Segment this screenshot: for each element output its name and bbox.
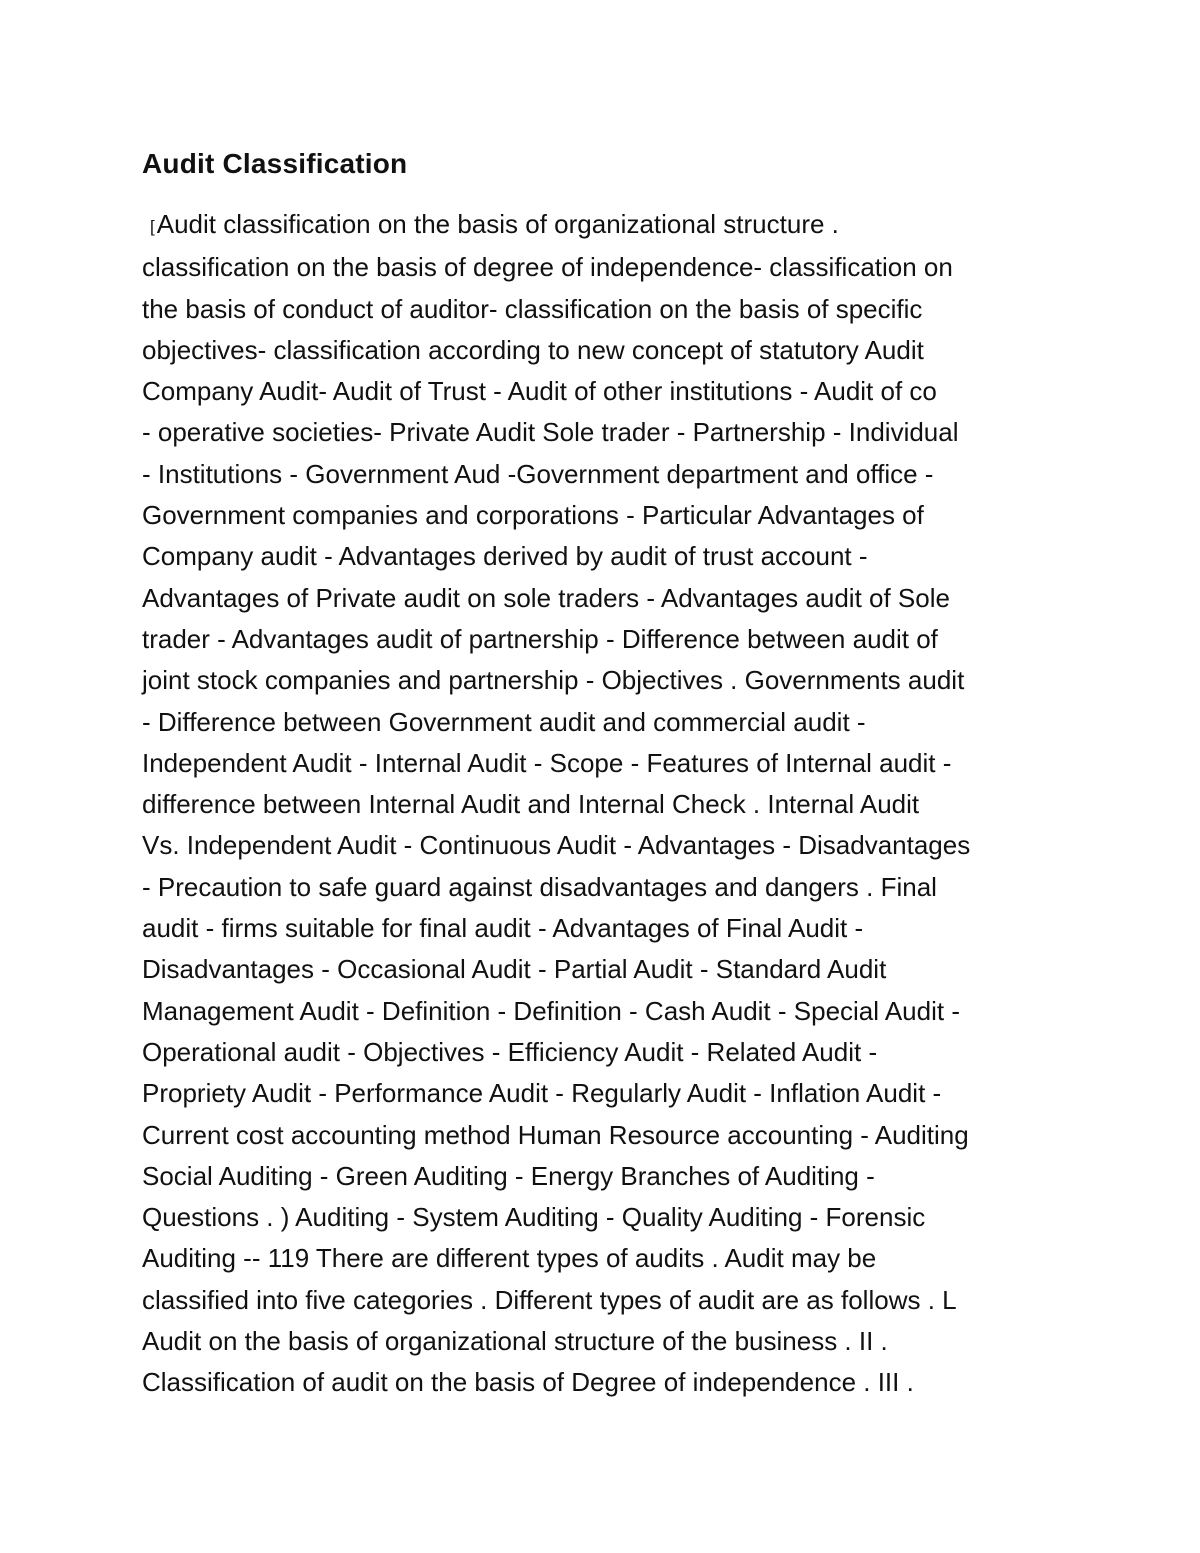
- text-line-10: Advantages of Private audit on sole traders - Advantages audit of Sole: [142, 582, 950, 613]
- text-line-20: Management Audit - Definition - Definition - Cash Audit - Special Audit -: [142, 995, 960, 1026]
- text-line-11: trader - Advantages audit of partnership - Difference between audit of: [142, 623, 938, 654]
- text-line-7: - Institutions - Government Aud -Government department and office -: [142, 458, 934, 489]
- text-line-19: Disadvantages - Occasional Audit - Partial Audit - Standard Audit: [142, 954, 887, 985]
- text-line-24: Social Auditing - Green Auditing - Energy Branches of Auditing -: [142, 1160, 875, 1191]
- text-line-18: audit - firms suitable for final audit - Advantages of Final Audit -: [142, 913, 864, 944]
- page-title: Audit Classification: [142, 148, 408, 179]
- text-line-14: Independent Audit - Internal Audit - Scope - Features of Internal audit -: [142, 747, 952, 778]
- text-line-28: Audit on the basis of organizational structure of the business . II .: [142, 1326, 888, 1357]
- text-line-29: Classification of audit on the basis of Degree of independence . III .: [142, 1367, 914, 1398]
- text-line-25: Questions . ) Auditing - System Auditing - Quality Auditing - Forensic: [142, 1202, 926, 1233]
- text-line-26: Auditing -- 119 There are different types of audits . Audit may be: [142, 1243, 877, 1274]
- text-line-23: Current cost accounting method Human Resource accounting - Auditing: [142, 1119, 969, 1150]
- text-line-3: the basis of conduct of auditor- classification on the basis of specific: [142, 293, 923, 324]
- text-line-1: [142, 204, 1082, 247]
- text-line-21: Operational audit - Objectives - Efficiency Audit - Related Audit -: [142, 1036, 878, 1067]
- text-line-4: objectives- classification according to new concept of statutory Audit: [142, 334, 924, 365]
- text-line-1-content: Audit classification on the basis of organizational structure .: [156, 209, 839, 239]
- text-line-9: Company audit - Advantages derived by audit of trust account -: [142, 541, 868, 572]
- text-line-16: Vs. Independent Audit - Continuous Audit - Advantages - Disadvantages: [142, 830, 971, 861]
- text-line-2: classification on the basis of degree of independence- classification on: [142, 252, 953, 283]
- text-line-15: difference between Internal Audit and Internal Check . Internal Audit: [142, 789, 920, 820]
- text-line-6: - operative societies- Private Audit Sole trader - Partnership - Individual: [142, 417, 959, 448]
- text-line-13: - Difference between Government audit and commercial audit -: [142, 706, 866, 737]
- text-line-27: classified into five categories . Different types of audit are as follows . L: [142, 1284, 957, 1315]
- body-paragraph: [142, 204, 1082, 1404]
- text-line-12: joint stock companies and partnership - Objectives . Governments audit: [142, 665, 965, 696]
- bracket-mark: [: [150, 217, 155, 236]
- text-line-22: Propriety Audit - Performance Audit - Regularly Audit - Inflation Audit -: [142, 1078, 942, 1109]
- text-line-5: Company Audit- Audit of Trust - Audit of other institutions - Audit of co: [142, 376, 937, 407]
- text-line-8: Government companies and corporations - Particular Advantages of: [142, 500, 924, 531]
- text-line-17: - Precaution to safe guard against disadvantages and dangers . Final: [142, 871, 937, 902]
